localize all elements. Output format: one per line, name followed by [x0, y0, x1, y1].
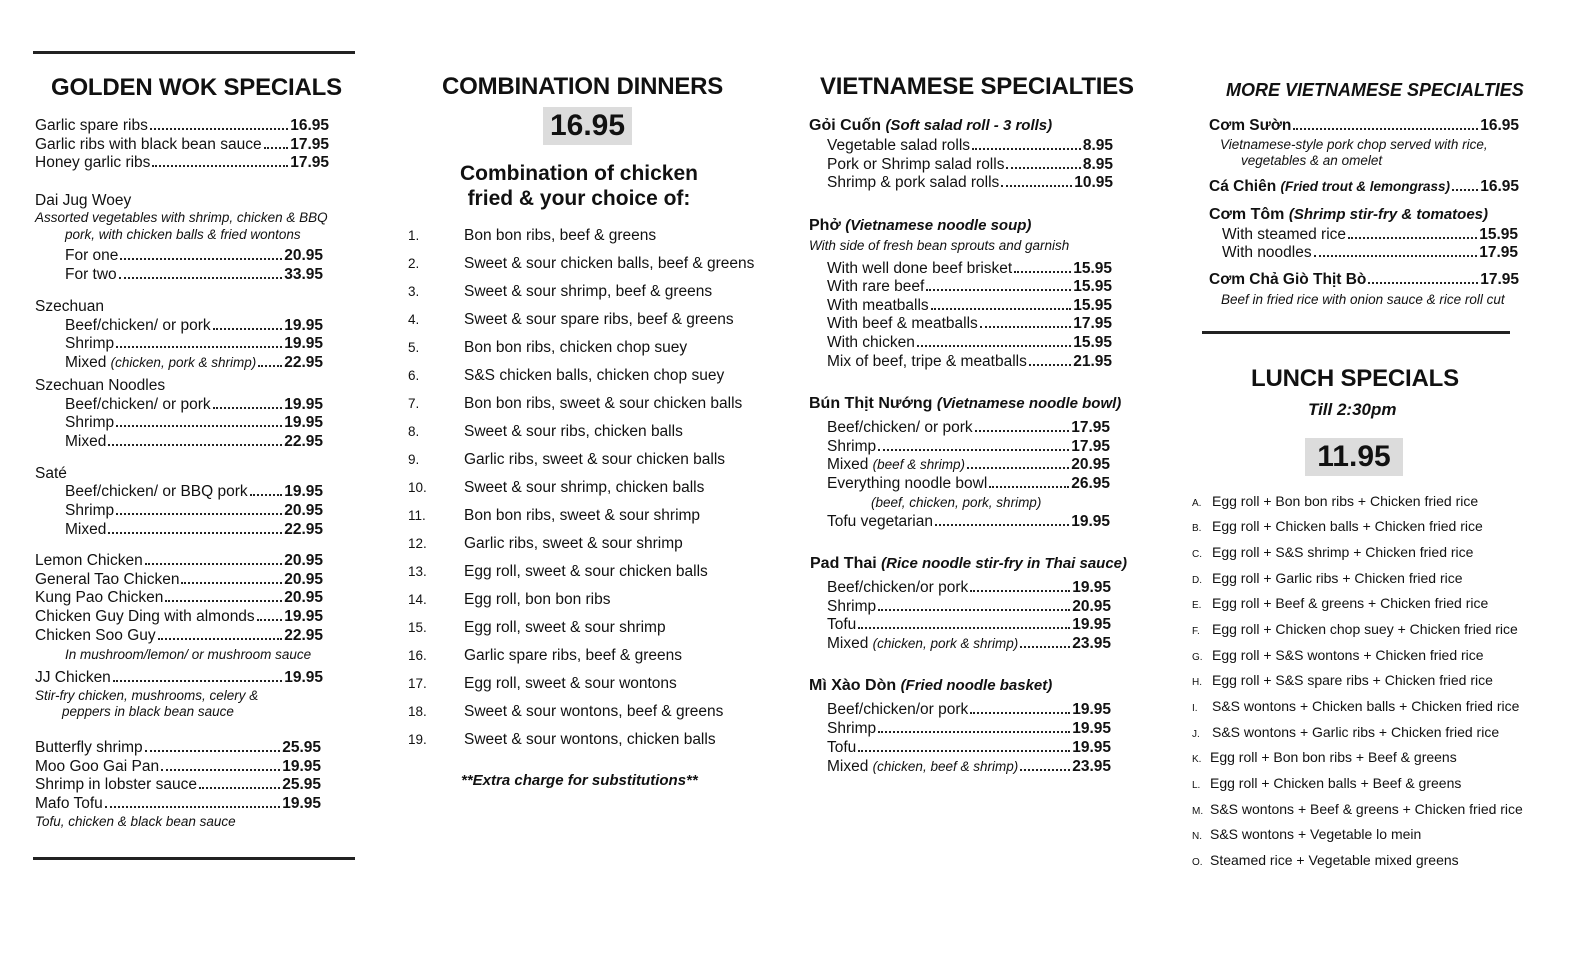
lunch-item: H. Egg roll + S&S spare ribs + Chicken fried rice	[1192, 672, 1493, 688]
dish-heading: Szechuan	[35, 298, 104, 315]
menu-item: Moo Goo Gai Pan 19.95	[35, 758, 321, 775]
menu-item: Beef/chicken/ or pork 19.95	[65, 396, 323, 413]
combo-item: 9. Garlic ribs, sweet & sour chicken balls	[408, 451, 726, 468]
combo-item: 12. Garlic ribs, sweet & sour shrimp	[408, 535, 683, 552]
menu-item: With beef & meatballs 17.95	[827, 315, 1112, 332]
dish-description: With side of fresh bean sprouts and garnish	[809, 238, 1070, 253]
divider-right	[1202, 331, 1510, 334]
menu-item: Mix of beef, tripe & meatballs 21.95	[827, 353, 1112, 370]
menu-item: Chicken Guy Ding with almonds 19.95	[35, 608, 323, 625]
menu-item: With chicken 15.95	[827, 334, 1112, 351]
lunch-price-badge: 11.95	[1305, 438, 1403, 476]
dish-description: Assorted vegetables with shrimp, chicken & BBQ	[35, 210, 328, 225]
dish-description: In mushroom/lemon/ or mushroom sauce	[65, 647, 312, 662]
dish-description: (beef, chicken, pork, shrimp)	[871, 495, 1042, 510]
combination-price-badge: 16.95	[543, 107, 632, 145]
combo-item: 13. Egg roll, sweet & sour chicken balls	[408, 563, 708, 580]
lunch-time: Till 2:30pm	[1308, 400, 1397, 419]
menu-item: Vegetable salad rolls 8.95	[827, 137, 1113, 154]
dish-description: pork, with chicken balls & fried wontons	[65, 227, 301, 242]
menu-item: Beef/chicken/ or pork 17.95	[827, 419, 1110, 436]
menu-item: With noodles 17.95	[1222, 244, 1518, 261]
combo-item: 10. Sweet & sour shrimp, chicken balls	[408, 479, 705, 496]
dish-heading: Mì Xào Dòn (Fried noodle basket)	[809, 677, 1053, 694]
menu-item: With rare beef 15.95	[827, 278, 1112, 295]
menu-item: Shrimp 17.95	[827, 438, 1110, 455]
lunch-item: C. Egg roll + S&S shrimp + Chicken fried rice	[1192, 544, 1474, 560]
menu-item: Mixed (chicken, beef & shrimp) 23.95	[827, 758, 1111, 775]
lunch-title: LUNCH SPECIALS	[1251, 365, 1459, 392]
menu-item: Mixed (chicken, pork & shrimp) 22.95	[65, 354, 323, 371]
lunch-item: M. S&S wontons + Beef & greens + Chicken fried rice	[1192, 801, 1523, 817]
lunch-item: O. Steamed rice + Vegetable mixed greens	[1192, 852, 1459, 868]
lunch-item: I. S&S wontons + Chicken balls + Chicken fried rice	[1192, 698, 1520, 714]
menu-item: Cá Chiên (Fried trout & lemongrass) 16.95	[1209, 178, 1519, 195]
combo-item: 15. Egg roll, sweet & sour shrimp	[408, 619, 666, 636]
dish-heading: Cơm Tôm (Shrimp stir-fry & tomatoes)	[1209, 206, 1489, 223]
dish-heading: Phở (Vietnamese noodle soup)	[809, 217, 1032, 234]
lunch-item: L. Egg roll + Chicken balls + Beef & greens	[1192, 775, 1462, 791]
menu-item: Shrimp 20.95	[65, 502, 323, 519]
combo-item: 14. Egg roll, bon bon ribs	[408, 591, 611, 608]
dish-description: Beef in fried rice with onion sauce & rice roll cut	[1221, 292, 1505, 307]
menu-item: Mixed 22.95	[65, 521, 323, 538]
menu-item: Shrimp 19.95	[65, 335, 323, 352]
vietnamese-title: VIETNAMESE SPECIALTIES	[820, 73, 1134, 100]
menu-item: Cơm Chả Giò Thịt Bò 17.95	[1209, 271, 1519, 288]
lunch-item: N. S&S wontons + Vegetable lo mein	[1192, 826, 1422, 842]
more-vietnamese-title: MORE VIETNAMESE SPECIALTIES	[1226, 80, 1524, 100]
combo-item: 19. Sweet & sour wontons, chicken balls	[408, 731, 716, 748]
dish-description: Stir-fry chicken, mushrooms, celery &	[35, 688, 259, 703]
combo-item: 11. Bon bon ribs, sweet & sour shrimp	[408, 507, 701, 524]
menu-item: Mixed 22.95	[65, 433, 323, 450]
menu-item: With well done beef brisket 15.95	[827, 260, 1112, 277]
menu-item: General Tao Chicken 20.95	[35, 571, 323, 588]
combo-item: 1. Bon bon ribs, beef & greens	[408, 227, 657, 244]
combination-subtitle: Combination of chicken	[459, 162, 698, 185]
menu-item: JJ Chicken 19.95	[35, 669, 323, 686]
combo-item: 2. Sweet & sour chicken balls, beef & greens	[408, 255, 755, 272]
menu-item: Garlic ribs with black bean sauce 17.95	[35, 136, 329, 153]
menu-item: Garlic spare ribs 16.95	[35, 117, 329, 134]
menu-item: Honey garlic ribs 17.95	[35, 154, 329, 171]
menu-item: Tofu 19.95	[827, 739, 1111, 756]
lunch-item: K. Egg roll + Bon bon ribs + Beef & greens	[1192, 749, 1457, 765]
menu-item: Butterfly shrimp 25.95	[35, 739, 321, 756]
menu-item: Chicken Soo Guy 22.95	[35, 627, 323, 644]
menu-item: Beef/chicken/or pork 19.95	[827, 579, 1111, 596]
menu-item: Shrimp 19.95	[65, 414, 323, 431]
menu-item: Beef/chicken/ or BBQ pork 19.95	[65, 483, 323, 500]
combo-item: 4. Sweet & sour spare ribs, beef & greens	[408, 311, 734, 328]
dish-description: Vietnamese-style pork chop served with rice,	[1220, 137, 1488, 152]
lunch-item: B. Egg roll + Chicken balls + Chicken fried rice	[1192, 518, 1483, 534]
menu-item: Mixed (beef & shrimp) 20.95	[827, 456, 1110, 473]
bottom-divider-left	[33, 857, 355, 860]
lunch-item: G. Egg roll + S&S wontons + Chicken fried rice	[1192, 647, 1484, 663]
menu-item: Kung Pao Chicken 20.95	[35, 589, 323, 606]
menu-item: Everything noodle bowl 26.95	[827, 475, 1110, 492]
dish-heading: Gỏi Cuốn (Soft salad roll - 3 rolls)	[809, 117, 1053, 134]
menu-item: For one 20.95	[65, 247, 323, 264]
combo-item: 8. Sweet & sour ribs, chicken balls	[408, 423, 683, 440]
menu-item: With steamed rice 15.95	[1222, 226, 1518, 243]
combination-title: COMBINATION DINNERS	[442, 73, 724, 100]
menu-item: Shrimp & pork salad rolls 10.95	[827, 174, 1113, 191]
dish-description: Tofu, chicken & black bean sauce	[35, 814, 236, 829]
lunch-item: F. Egg roll + Chicken chop suey + Chicken fried rice	[1192, 621, 1518, 637]
dish-heading: Szechuan Noodles	[35, 377, 166, 394]
lunch-item: D. Egg roll + Garlic ribs + Chicken fried rice	[1192, 570, 1463, 586]
dish-heading: Dai Jug Woey	[35, 192, 132, 209]
menu-item: Shrimp 19.95	[827, 720, 1111, 737]
dish-description: peppers in black bean sauce	[62, 704, 234, 719]
combo-item: 6. S&S chicken balls, chicken chop suey	[408, 367, 725, 384]
combination-subtitle: fried & your choice of:	[467, 187, 691, 210]
menu-item: Beef/chicken/ or pork 19.95	[65, 317, 323, 334]
menu-item: Shrimp in lobster sauce 25.95	[35, 776, 321, 793]
combo-item: 17. Egg roll, sweet & sour wontons	[408, 675, 677, 692]
menu-item: Tofu 19.95	[827, 616, 1111, 633]
dish-heading: Pad Thai (Rice noodle stir-fry in Thai sauce)	[810, 555, 1128, 572]
menu-item: Shrimp 20.95	[827, 598, 1111, 615]
dish-description: vegetables & an omelet	[1241, 153, 1383, 168]
combo-item: 16. Garlic spare ribs, beef & greens	[408, 647, 682, 664]
top-divider-left	[33, 51, 355, 54]
lunch-item: A. Egg roll + Bon bon ribs + Chicken fried rice	[1192, 493, 1479, 509]
substitution-footnote: **Extra charge for substitutions**	[461, 772, 698, 789]
combo-item: 7. Bon bon ribs, sweet & sour chicken balls	[408, 395, 743, 412]
combo-item: 3. Sweet & sour shrimp, beef & greens	[408, 283, 713, 300]
menu-item: Tofu vegetarian 19.95	[827, 513, 1110, 530]
menu-item: Pork or Shrimp salad rolls 8.95	[827, 156, 1113, 173]
menu-item: Lemon Chicken 20.95	[35, 552, 323, 569]
golden-wok-title: GOLDEN WOK SPECIALS	[51, 74, 342, 101]
menu-item: Beef/chicken/or pork 19.95	[827, 701, 1111, 718]
menu-item: Mixed (chicken, pork & shrimp) 23.95	[827, 635, 1111, 652]
menu-item: With meatballs 15.95	[827, 297, 1112, 314]
dish-heading: Bún Thịt Nướng (Vietnamese noodle bowl)	[809, 395, 1122, 412]
menu-item: Mafo Tofu 19.95	[35, 795, 321, 812]
combo-item: 5. Bon bon ribs, chicken chop suey	[408, 339, 688, 356]
menu-item: Cơm Sườn 16.95	[1209, 117, 1519, 134]
combo-item: 18. Sweet & sour wontons, beef & greens	[408, 703, 724, 720]
lunch-item: E. Egg roll + Beef & greens + Chicken fried rice	[1192, 595, 1489, 611]
lunch-item: J. S&S wontons + Garlic ribs + Chicken fried rice	[1192, 724, 1500, 740]
menu-item: For two 33.95	[65, 266, 323, 283]
dish-heading: Saté	[35, 465, 67, 482]
